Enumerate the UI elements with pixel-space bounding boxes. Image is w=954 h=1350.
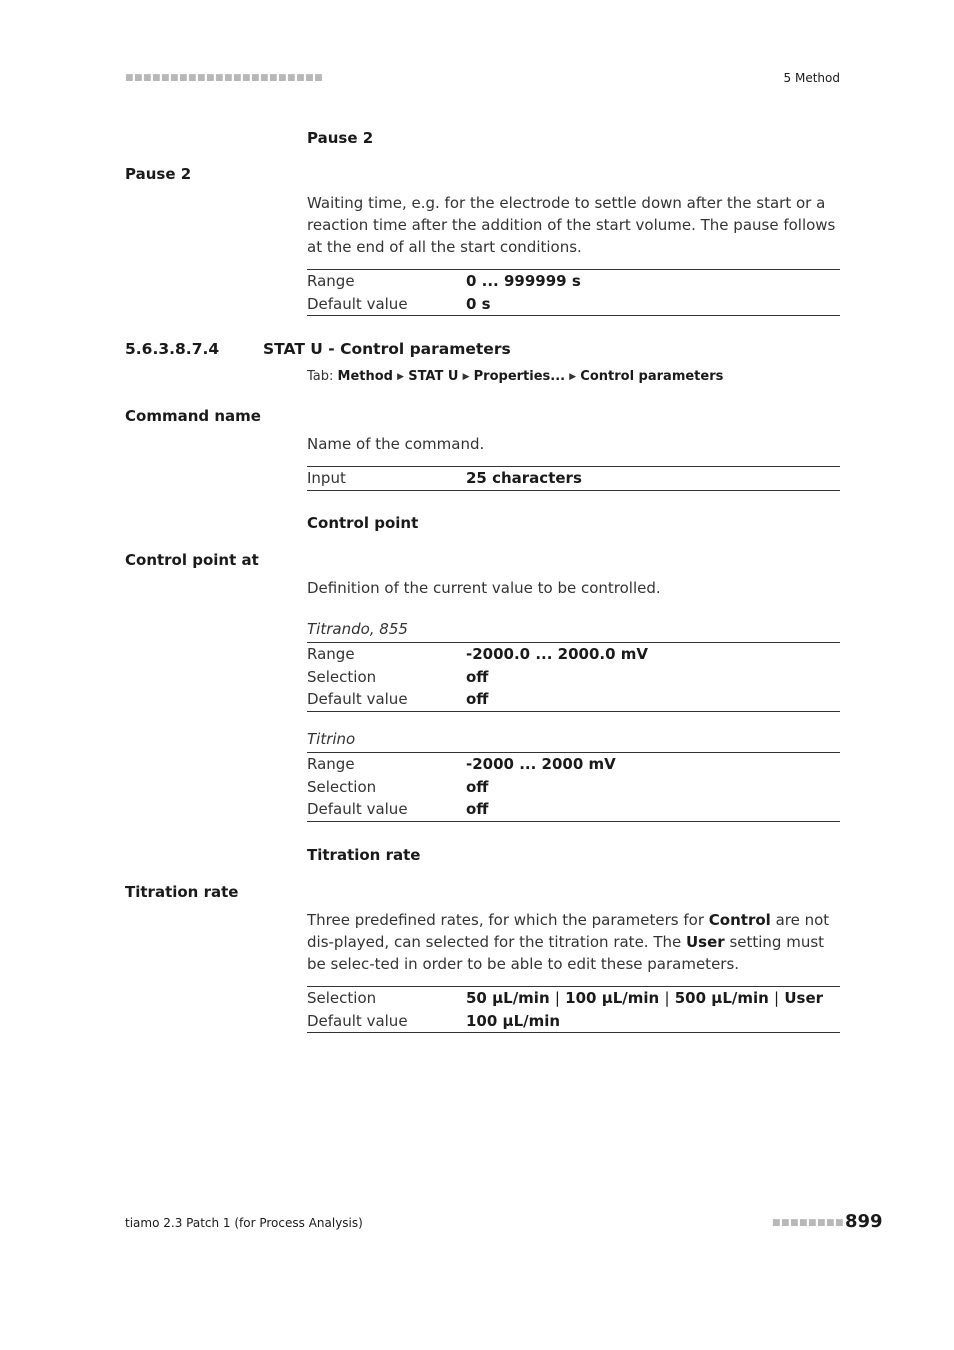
tab-prefix: Tab: — [307, 369, 334, 384]
triangle-right-icon: ▶ — [462, 372, 470, 382]
param-name-command: Command name — [125, 407, 261, 425]
param-table-command — [307, 466, 840, 491]
row-key: Range — [307, 645, 355, 664]
table-row — [307, 666, 840, 689]
row-key: Default value — [307, 690, 408, 709]
table-row — [307, 1010, 840, 1033]
row-value: 25 characters — [466, 469, 582, 488]
table-row — [307, 293, 840, 316]
param-table-pause2 — [307, 269, 840, 316]
row-value: -2000 ... 2000 mV — [466, 755, 616, 774]
param-table-titrando — [307, 642, 840, 712]
description-control-point: Definition of the current value to be controlled. — [307, 579, 661, 597]
table-row — [307, 987, 840, 1010]
chapter-label: 5 Method — [783, 71, 840, 85]
tab-path-control-parameters: Control parameters — [580, 369, 724, 384]
table-row — [307, 798, 840, 821]
header-decoration: ■■■■■■■■■■■■■■■■■■■■■■ — [125, 73, 324, 83]
row-key: Range — [307, 755, 355, 774]
row-key: Range — [307, 272, 355, 291]
row-key: Input — [307, 469, 346, 488]
table-row — [307, 467, 840, 490]
row-value: off — [466, 667, 489, 686]
table-row — [307, 270, 840, 293]
row-value: off — [466, 800, 489, 819]
row-key: Default value — [307, 1011, 408, 1030]
table-row — [307, 753, 840, 776]
row-key: Default value — [307, 800, 408, 819]
subheading-control-point: Control point — [307, 514, 419, 532]
device-label-titrino: Titrino — [307, 730, 356, 748]
description-titration-rate: Three predefined rates, for which the parameters for Control are not dis-played, can selected for the titration rate. The User setting must be selec-ted in order to be able to edit these parameters. — [307, 911, 830, 973]
row-value: -2000.0 ... 2000.0 mV — [466, 645, 648, 664]
tab-path-stat-u: STAT U — [408, 369, 459, 384]
row-key: Default value — [307, 294, 408, 313]
table-row — [307, 776, 840, 799]
footer-product: tiamo 2.3 Patch 1 (for Process Analysis) — [125, 1216, 363, 1230]
description-command: Name of the command. — [307, 435, 485, 453]
subheading-titration-rate: Titration rate — [307, 846, 421, 864]
row-value: 100 µL/min — [466, 1011, 561, 1030]
triangle-right-icon: ▶ — [569, 372, 577, 382]
row-value: off — [466, 777, 489, 796]
row-value: 0 ... 999999 s — [466, 272, 581, 291]
table-row — [307, 643, 840, 666]
tab-path-method: Method — [337, 369, 393, 384]
param-table-titrino — [307, 752, 840, 822]
footer-decoration: ■■■■■■■■ — [772, 1218, 845, 1228]
row-value: 50 µL/min | 100 µL/min | 500 µL/min | User — [466, 989, 824, 1008]
row-key: Selection — [307, 989, 377, 1008]
row-value: 0 s — [466, 294, 491, 313]
row-key: Selection — [307, 667, 377, 686]
param-name-control-point: Control point at — [125, 551, 259, 569]
param-name-pause2: Pause 2 — [125, 165, 192, 183]
tab-path — [307, 369, 723, 384]
section-number: 5.6.3.8.7.4 — [125, 340, 220, 358]
page-number: 899 — [845, 1211, 883, 1232]
table-row — [307, 688, 840, 711]
section-title: STAT U - Control parameters — [263, 340, 511, 358]
triangle-right-icon: ▶ — [397, 372, 405, 382]
row-value: off — [466, 690, 489, 709]
tab-path-properties: Properties... — [473, 369, 566, 384]
subheading-pause2: Pause 2 — [307, 129, 374, 147]
device-label-titrando: Titrando, 855 — [307, 620, 408, 638]
param-table-titration-rate — [307, 986, 840, 1033]
param-name-titration-rate: Titration rate — [125, 883, 239, 901]
row-key: Selection — [307, 777, 377, 796]
description-pause2: Waiting time, e.g. for the electrode to settle down after the start or a reaction time after the addition of the start volume. The pause follows at the end of all the start conditions. — [307, 194, 836, 256]
